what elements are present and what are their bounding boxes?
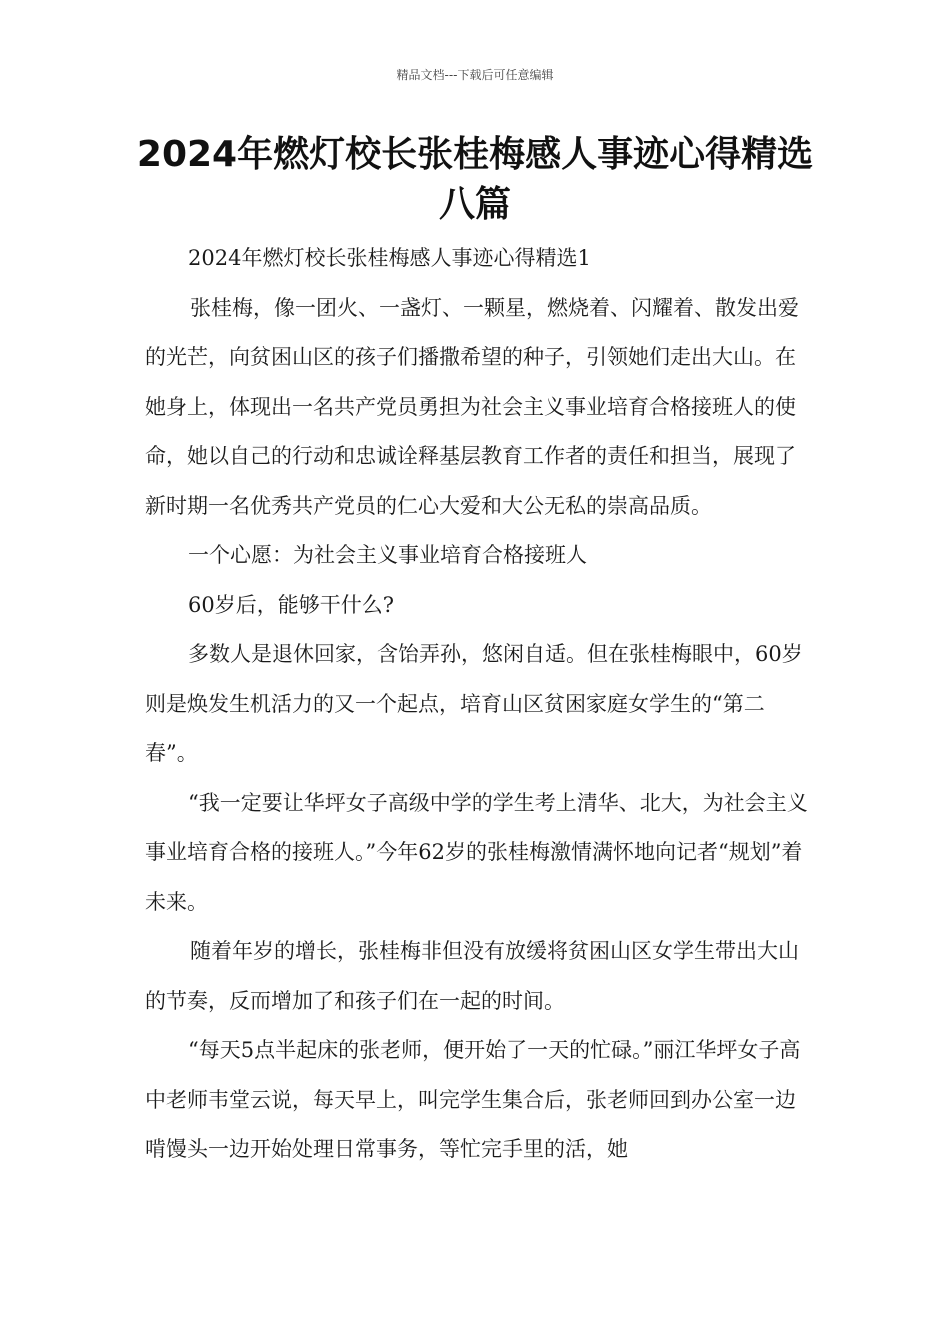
paragraph: 张桂梅，像一团火、一盏灯、一颗星，燃烧着、闪耀着、散发出爱的光芒，向贫困山区的孩子们播撒希望的种子，引领她们走出大山。在她身上，体现出一名共产党员勇担为社会主义事业培育合格接班人的使命，她以自己的行动和忠诚诠释基层教育工作者的责任和担当，展现了新时期一名优秀共产党员的仁心大爱和大公无私的崇高品质。 xyxy=(145,295,799,518)
subheading: 一个心愿：为社会主义事业培育合格接班人 xyxy=(188,543,587,567)
header-note: 精品文档---下载后可任意编辑 xyxy=(396,68,554,82)
paragraph: 随着年岁的增长，张桂梅非但没有放缓将贫困山区女学生带出大山的节奏，反而增加了和孩子们在一起的时间。 xyxy=(145,939,799,1013)
document-body xyxy=(145,234,810,1175)
section-heading: 2024年燃灯校长张桂梅感人事迹心得精选1 xyxy=(188,246,591,270)
paragraph: “每天5点半起床的张老师，便开始了一天的忙碌。”丽江华坪女子高中老师韦堂云说，每天早上，叫完学生集合后，张老师回到办公室一边啃馒头一边开始处理日常事务，等忙完手里的活，她 xyxy=(145,1038,801,1161)
paragraph: “我一定要让华坪女子高级中学的学生考上清华、北大，为社会主义事业培育合格的接班人。”今年62岁的张桂梅激情满怀地向记者“规划”着未来。 xyxy=(145,790,808,914)
document-title: 2024年燃灯校长张桂梅感人事迹心得精选八篇 xyxy=(136,134,814,225)
paragraph: 60岁后，能够干什么? xyxy=(188,592,394,617)
paragraph: 多数人是退休回家，含饴弄孙，悠闲自适。但在张桂梅眼中，60岁则是焕发生机活力的又一个起点，培育山区贫困家庭女学生的“第二春”。 xyxy=(145,642,803,765)
